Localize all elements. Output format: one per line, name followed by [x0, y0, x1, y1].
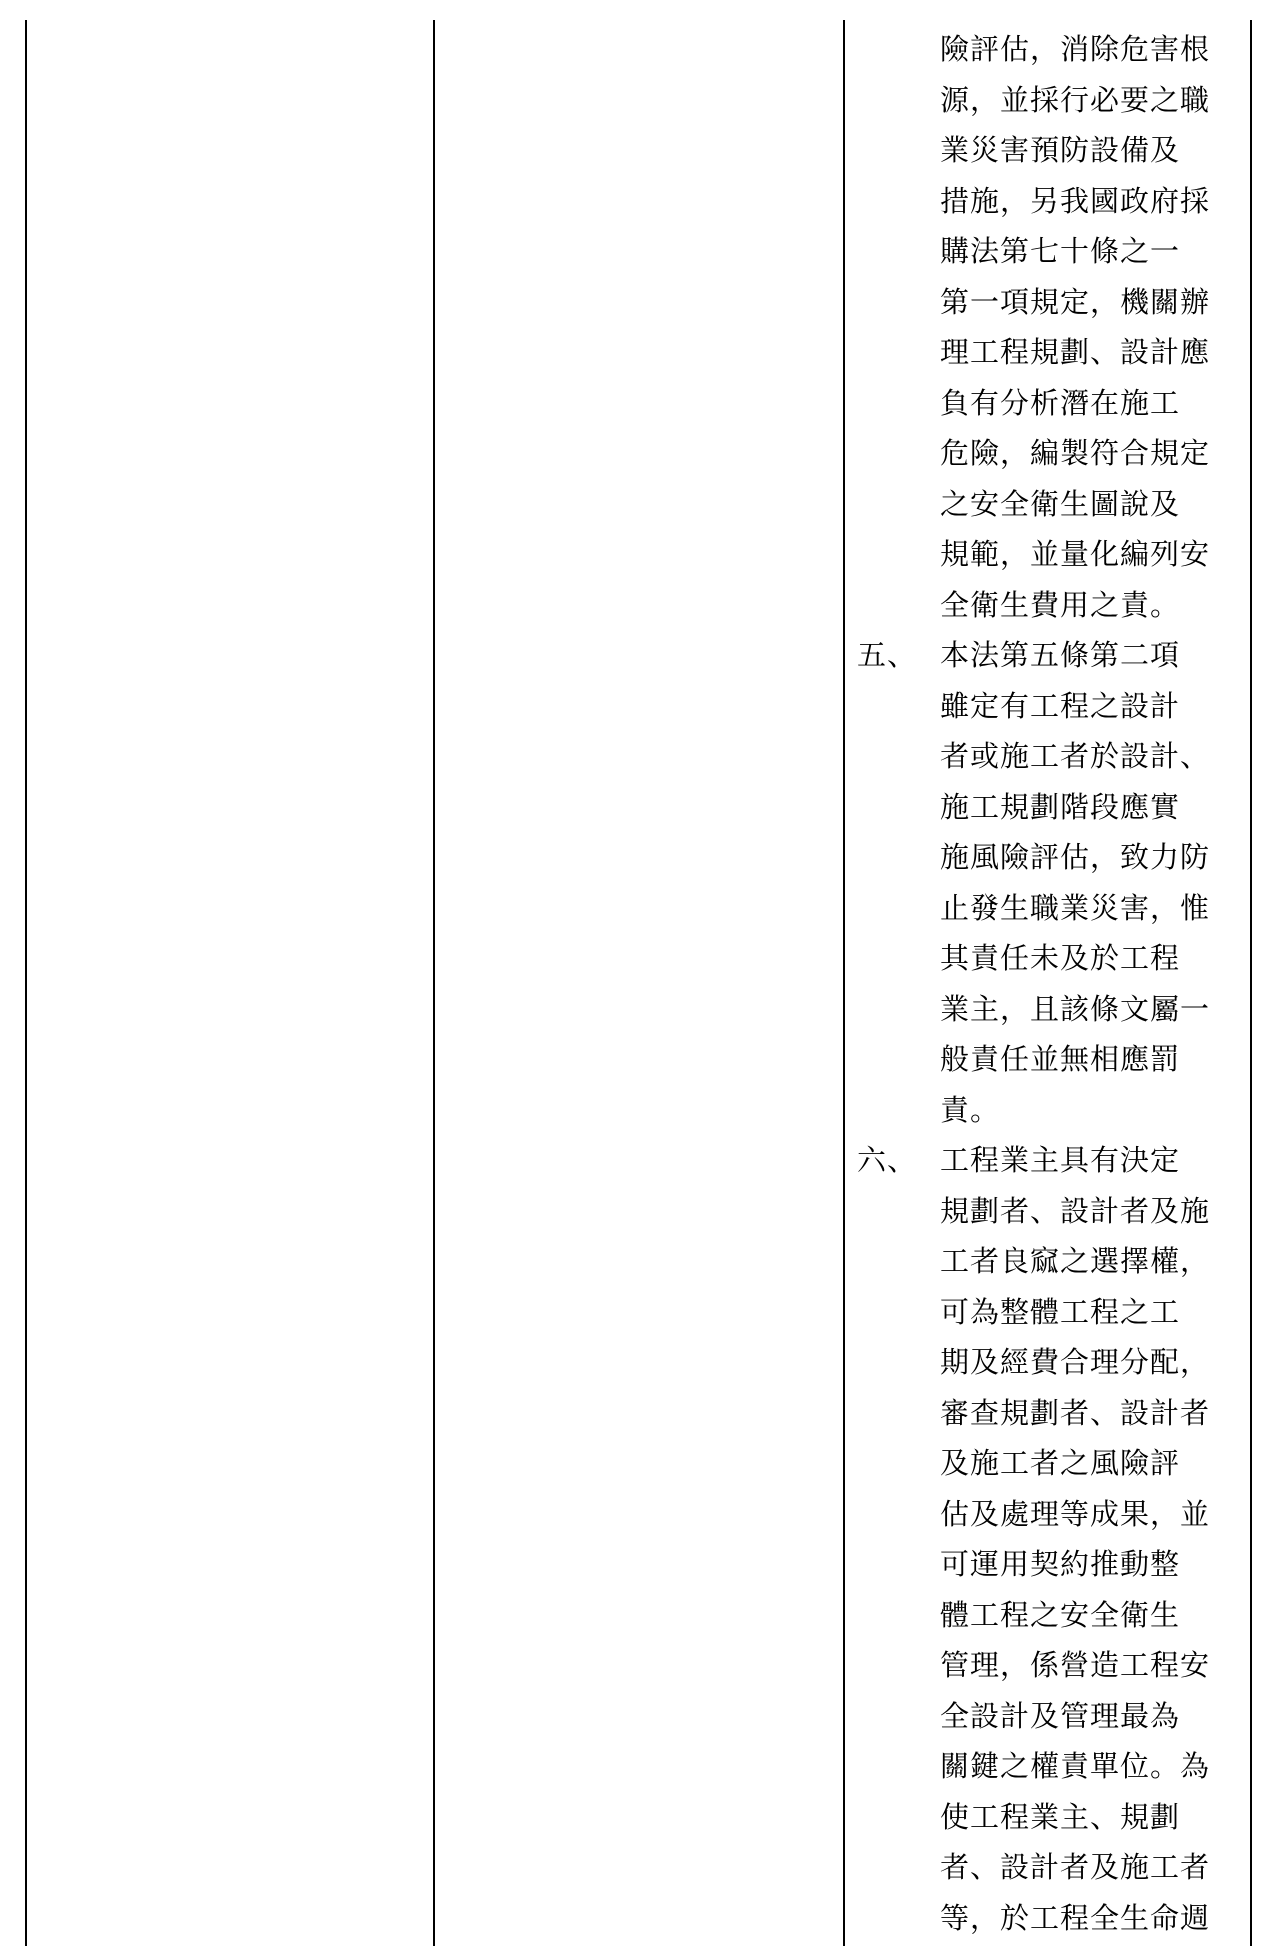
text-line: 購法第七十條之一 — [940, 234, 1181, 268]
table-border-col1 — [433, 20, 435, 1946]
text-line: 管理，係營造工程安 — [940, 1648, 1211, 1682]
text-line: 可運用契約推動整 — [940, 1547, 1181, 1581]
text-line: 等，於工程全生命週 — [940, 1900, 1211, 1935]
text-line: 全衛生費用之責。 — [940, 587, 1181, 622]
text-line: 責。 — [940, 1092, 1001, 1127]
numbered-item — [845, 630, 1250, 1135]
table-border-right — [1250, 20, 1252, 1946]
text-line: 業災害預防設備及 — [940, 133, 1181, 167]
item-number: 五、 — [857, 638, 918, 672]
text-line: 者或施工者於設計、 — [940, 739, 1211, 773]
text-line: 負有分析潛在施工 — [940, 385, 1181, 420]
text-line: 止發生職業災害，惟 — [940, 890, 1211, 925]
table-border-left — [25, 20, 27, 1946]
text-line: 業主，且該條文屬一 — [940, 991, 1211, 1026]
text-line: 可為整體工程之工 — [940, 1294, 1181, 1329]
text-line: 審查規劃者、設計者 — [940, 1395, 1211, 1430]
text-line: 本法第五條第二項 — [940, 638, 1181, 672]
text-line: 危險，編製符合規定 — [940, 436, 1211, 470]
text-line: 關鍵之權責單位。為 — [940, 1749, 1211, 1783]
text-line: 全設計及管理最為 — [940, 1698, 1181, 1733]
text-line: 估及處理等成果，並 — [940, 1496, 1211, 1531]
text-line: 使工程業主、規劃 — [940, 1799, 1181, 1834]
text-line: 及施工者之風險評 — [940, 1446, 1181, 1480]
text-line: 源，並採行必要之職 — [940, 82, 1211, 117]
text-line: 理工程規劃、設計應 — [940, 335, 1211, 369]
text-line: 措施，另我國政府採 — [940, 183, 1211, 218]
item-body — [940, 1135, 1240, 1943]
text-line: 之安全衛生圖說及 — [940, 486, 1181, 521]
numbered-items — [845, 630, 1250, 1943]
text-line: 規範，並量化編列安 — [940, 537, 1211, 571]
text-line: 般責任並無相應罰 — [940, 1042, 1181, 1076]
text-line: 險評估，消除危害根 — [940, 32, 1211, 66]
continued-paragraph — [940, 24, 1240, 630]
text-line: 其責任未及於工程 — [940, 941, 1181, 975]
text-line: 雖定有工程之設計 — [940, 688, 1181, 723]
text-line: 施工規劃階段應實 — [940, 789, 1181, 824]
text-line: 體工程之安全衛生 — [940, 1597, 1181, 1632]
text-line: 工者良窳之選擇權， — [940, 1244, 1211, 1278]
table-column-3-explanation — [845, 24, 1250, 1943]
item-number: 六、 — [857, 1143, 918, 1177]
text-line: 第一項規定，機關辦 — [940, 284, 1211, 319]
text-line: 者、設計者及施工者 — [940, 1850, 1211, 1884]
numbered-item — [845, 1135, 1250, 1943]
text-line: 工程業主具有決定 — [940, 1143, 1181, 1177]
text-line: 規劃者、設計者及施 — [940, 1193, 1211, 1228]
item-body — [940, 630, 1240, 1135]
text-line: 期及經費合理分配， — [940, 1345, 1211, 1379]
text-line: 施風險評估，致力防 — [940, 840, 1211, 874]
